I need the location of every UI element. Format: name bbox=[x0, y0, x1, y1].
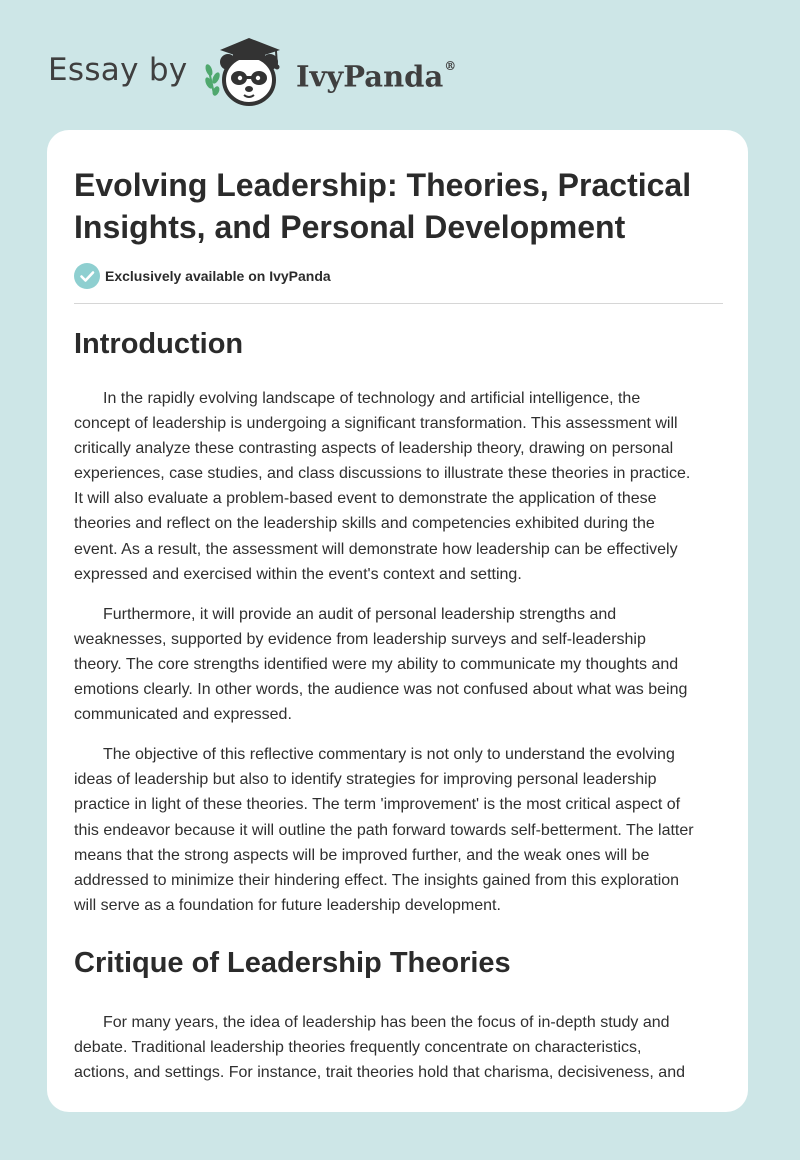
paragraph: For many years, the idea of leadership has been the focus of in-depth study and debate. Traditional leadership theories frequently concentrate on characteristics, actions, and settings. For instance, trait theories hold that charisma, decisiveness, and bbox=[74, 1013, 685, 1082]
check-circle-icon bbox=[74, 263, 100, 289]
exclusive-badge-label: Exclusively available on IvyPanda bbox=[105, 268, 331, 284]
brand-name: IvyPanda bbox=[296, 59, 444, 94]
essay-title: Evolving Leadership: Theories, Practical Insights, and Personal Development bbox=[74, 167, 692, 245]
essay-body bbox=[74, 320, 729, 1085]
paragraph: Furthermore, it will provide an audit of personal leadership strengths and weaknesses, supported by evidence from leadership surveys and self-leadership theory. The core strengths identified were my ability to communicate my thoughts and emotions clearly. In other words, the audience was not confused about what was being communicated and expressed. bbox=[74, 605, 688, 724]
essay-card bbox=[47, 130, 748, 1112]
divider bbox=[74, 303, 723, 304]
site-header bbox=[0, 0, 800, 130]
exclusive-badge bbox=[74, 263, 331, 289]
registered-mark: ® bbox=[444, 59, 457, 73]
brand-logo-text[interactable] bbox=[296, 52, 456, 97]
paragraph: In the rapidly evolving landscape of technology and artificial intelligence, the concept of leadership is undergoing a significant transformation. This assessment will critically analyze these contrasting aspects of leadership theory, drawing on personal experiences, case studies, and class discussions to illustrate these theories in practice. It will also evaluate a problem-based event to demonstrate the application of these theories and reflect on the leadership skills and competencies exhibited during the event. As a result, the assessment will demonstrate how leadership can be effectively expressed and exercised within the event's context and setting. bbox=[74, 390, 691, 583]
paragraph: The objective of this reflective commentary is not only to understand the evolving ideas of leadership but also to identify strategies for improving personal leadership practice in light of these theories. The term 'improvement' is the most critical aspect of this endeavor because it will outline the path forward towards self-betterment. The latter means that the strong aspects will be improved further, and the weak ones will be addressed to minimize their hindering effect. The insights gained from this exploration will serve as a foundation for future leadership development. bbox=[74, 746, 694, 914]
section-heading-introduction: Introduction bbox=[74, 328, 244, 360]
section-heading-critique: Critique of Leadership Theories bbox=[74, 946, 511, 979]
essay-by-label: Essay by bbox=[48, 52, 188, 88]
panda-graduate-icon[interactable] bbox=[200, 36, 295, 108]
